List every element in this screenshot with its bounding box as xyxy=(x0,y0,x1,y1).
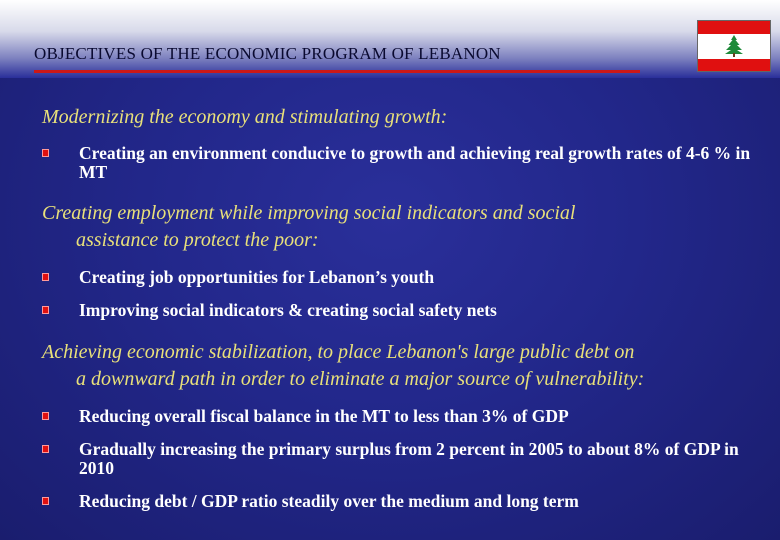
bullet-text: Improving social indicators & creating social safety nets xyxy=(79,300,497,320)
section-heading-line: Modernizing the economy and stimulating growth: xyxy=(42,106,448,128)
bullet-text: Reducing debt / GDP ratio steadily over the medium and long term xyxy=(79,491,579,511)
slide-title: OBJECTIVES OF THE ECONOMIC PROGRAM OF LEBANON xyxy=(34,44,501,63)
bullet-item xyxy=(42,268,772,287)
bullet-marker-icon xyxy=(42,412,49,420)
bullet-text: Creating an environment conducive to growth and achieving real growth rates of 4-6 % in MT xyxy=(79,143,751,182)
slide-header xyxy=(0,0,780,78)
bullet-text: Gradually increasing the primary surplus from 2 percent in 2005 to about 8% of GDP in 2010 xyxy=(79,439,739,478)
section-heading-line: assistance to protect the poor: xyxy=(76,229,319,251)
bullet-item xyxy=(42,492,772,511)
section-heading-line: Creating employment while improving social indicators and social xyxy=(42,202,576,224)
lebanon-flag-icon xyxy=(697,20,771,72)
bullet-marker-icon xyxy=(42,306,49,314)
title-underline xyxy=(34,70,640,73)
section-heading-line: Achieving economic stabilization, to place Lebanon's large public debt on xyxy=(42,341,635,363)
bullet-text: Reducing overall fiscal balance in the MT to less than 3% of GDP xyxy=(79,406,569,426)
flag-bottom-stripe xyxy=(698,59,770,72)
section-heading xyxy=(42,200,772,254)
bullet-item xyxy=(42,301,772,320)
cedar-icon xyxy=(722,34,746,58)
section-stabilization xyxy=(42,339,772,511)
section-employment xyxy=(42,200,772,320)
bullet-marker-icon xyxy=(42,273,49,281)
bullet-item xyxy=(42,407,772,426)
bullet-marker-icon xyxy=(42,149,49,157)
section-heading xyxy=(42,339,772,393)
bullet-item xyxy=(42,440,772,478)
bullet-text: Creating job opportunities for Lebanon’s youth xyxy=(79,267,435,287)
bullet-item xyxy=(42,144,772,182)
flag-top-stripe xyxy=(698,21,770,34)
bullet-marker-icon xyxy=(42,497,49,505)
bullet-marker-icon xyxy=(42,445,49,453)
section-heading-line: a downward path in order to eliminate a major source of vulnerability: xyxy=(76,368,645,390)
section-growth xyxy=(42,104,772,182)
section-heading xyxy=(42,104,772,131)
